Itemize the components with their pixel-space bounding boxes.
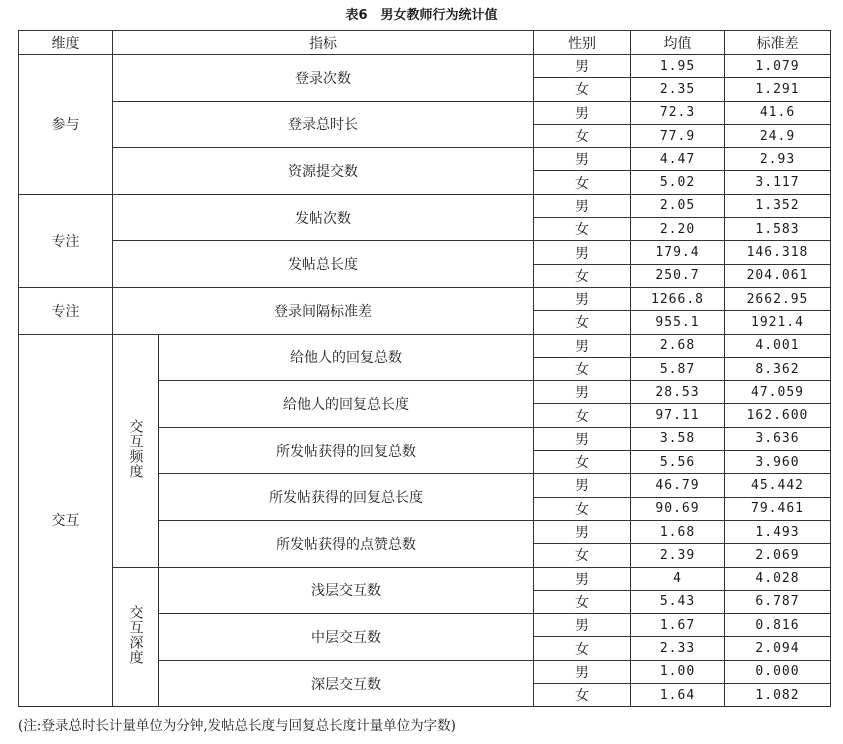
indicator-cell: 所发帖获得的回复总数 <box>159 427 534 474</box>
mean-cell: 2.05 <box>631 194 725 217</box>
indicator-cell: 所发帖获得的点赞总数 <box>159 520 534 567</box>
sd-cell: 2.93 <box>725 148 831 171</box>
sd-cell: 2662.95 <box>725 287 831 310</box>
indicator-cell: 登录总时长 <box>113 101 534 148</box>
gender-cell: 男 <box>534 241 631 264</box>
mean-cell: 250.7 <box>631 264 725 287</box>
mean-cell: 1266.8 <box>631 287 725 310</box>
gender-cell: 男 <box>534 660 631 683</box>
mean-cell: 90.69 <box>631 497 725 520</box>
sub-dimension-label: 交互频度 <box>127 418 144 479</box>
header-dimension: 维度 <box>19 31 113 55</box>
sd-cell: 45.442 <box>725 474 831 497</box>
mean-cell: 72.3 <box>631 101 725 124</box>
sd-cell: 1.291 <box>725 78 831 101</box>
header-mean: 均值 <box>631 31 725 55</box>
gender-cell: 男 <box>534 287 631 310</box>
gender-cell: 女 <box>534 171 631 194</box>
sd-cell: 4.001 <box>725 334 831 357</box>
mean-cell: 77.9 <box>631 124 725 147</box>
gender-cell: 女 <box>534 637 631 660</box>
header-gender: 性别 <box>534 31 631 55</box>
gender-cell: 男 <box>534 427 631 450</box>
gender-cell: 女 <box>534 404 631 427</box>
table-row <box>19 101 831 124</box>
gender-cell: 男 <box>534 567 631 590</box>
mean-cell: 2.20 <box>631 218 725 241</box>
indicator-cell: 深层交互数 <box>159 660 534 707</box>
indicator-cell: 登录间隔标准差 <box>113 287 534 334</box>
mean-cell: 4.47 <box>631 148 725 171</box>
gender-cell: 男 <box>534 381 631 404</box>
dimension-cell: 交互 <box>19 334 113 707</box>
table-row <box>19 334 831 357</box>
table-row <box>19 148 831 171</box>
gender-cell: 男 <box>534 101 631 124</box>
gender-cell: 女 <box>534 451 631 474</box>
sd-cell: 6.787 <box>725 590 831 613</box>
mean-cell: 179.4 <box>631 241 725 264</box>
indicator-cell: 中层交互数 <box>159 614 534 661</box>
indicator-cell: 发帖总长度 <box>113 241 534 288</box>
indicator-cell: 给他人的回复总数 <box>159 334 534 381</box>
sub-dimension-label: 交互深度 <box>127 604 144 665</box>
gender-cell: 女 <box>534 357 631 380</box>
gender-cell: 女 <box>534 544 631 567</box>
gender-cell: 女 <box>534 311 631 334</box>
sd-cell: 1.583 <box>725 218 831 241</box>
indicator-cell: 发帖次数 <box>113 194 534 241</box>
sd-cell: 1.493 <box>725 520 831 543</box>
indicator-cell: 浅层交互数 <box>159 567 534 614</box>
mean-cell: 955.1 <box>631 311 725 334</box>
mean-cell: 1.64 <box>631 684 725 707</box>
gender-cell: 男 <box>534 474 631 497</box>
sd-cell: 8.362 <box>725 357 831 380</box>
mean-cell: 5.87 <box>631 357 725 380</box>
gender-cell: 女 <box>534 590 631 613</box>
sd-cell: 0.000 <box>725 660 831 683</box>
table-title: 表6 男女教师行为统计值 <box>345 8 498 23</box>
mean-cell: 28.53 <box>631 381 725 404</box>
table-note: (注:登录总时长计量单位为分钟,发帖总长度与回复总长度计量单位为字数) <box>18 718 456 734</box>
header-sd: 标准差 <box>725 31 831 55</box>
gender-cell: 男 <box>534 194 631 217</box>
sub-dimension-cell <box>113 334 159 567</box>
gender-cell: 女 <box>534 264 631 287</box>
mean-cell: 5.43 <box>631 590 725 613</box>
gender-cell: 女 <box>534 78 631 101</box>
sd-cell: 162.600 <box>725 404 831 427</box>
gender-cell: 女 <box>534 497 631 520</box>
indicator-cell: 登录次数 <box>113 55 534 102</box>
mean-cell: 2.35 <box>631 78 725 101</box>
gender-cell: 女 <box>534 218 631 241</box>
sd-cell: 1.079 <box>725 55 831 78</box>
gender-cell: 女 <box>534 124 631 147</box>
mean-cell: 1.67 <box>631 614 725 637</box>
sd-cell: 3.636 <box>725 427 831 450</box>
sd-cell: 4.028 <box>725 567 831 590</box>
sd-cell: 1.352 <box>725 194 831 217</box>
dimension-cell: 专注 <box>19 287 113 334</box>
dimension-cell: 专注 <box>19 194 113 287</box>
mean-cell: 2.68 <box>631 334 725 357</box>
mean-cell: 5.56 <box>631 451 725 474</box>
table-row <box>19 287 831 310</box>
header-row <box>19 31 831 55</box>
sub-dimension-cell <box>113 567 159 707</box>
statistics-table <box>18 30 831 707</box>
mean-cell: 1.95 <box>631 55 725 78</box>
table-row <box>19 567 831 590</box>
mean-cell: 5.02 <box>631 171 725 194</box>
sd-cell: 2.094 <box>725 637 831 660</box>
sd-cell: 146.318 <box>725 241 831 264</box>
gender-cell: 男 <box>534 614 631 637</box>
indicator-cell: 所发帖获得的回复总长度 <box>159 474 534 521</box>
gender-cell: 女 <box>534 684 631 707</box>
sd-cell: 2.069 <box>725 544 831 567</box>
mean-cell: 2.39 <box>631 544 725 567</box>
sd-cell: 0.816 <box>725 614 831 637</box>
sd-cell: 79.461 <box>725 497 831 520</box>
gender-cell: 男 <box>534 55 631 78</box>
mean-cell: 4 <box>631 567 725 590</box>
table-row <box>19 194 831 217</box>
indicator-cell: 资源提交数 <box>113 148 534 195</box>
mean-cell: 2.33 <box>631 637 725 660</box>
sd-cell: 3.117 <box>725 171 831 194</box>
mean-cell: 46.79 <box>631 474 725 497</box>
sd-cell: 204.061 <box>725 264 831 287</box>
mean-cell: 1.00 <box>631 660 725 683</box>
sd-cell: 24.9 <box>725 124 831 147</box>
sd-cell: 1.082 <box>725 684 831 707</box>
table-row <box>19 241 831 264</box>
mean-cell: 97.11 <box>631 404 725 427</box>
table-body <box>19 55 831 707</box>
gender-cell: 男 <box>534 520 631 543</box>
table-row <box>19 55 831 78</box>
header-indicator: 指标 <box>113 31 534 55</box>
sd-cell: 1921.4 <box>725 311 831 334</box>
sd-cell: 47.059 <box>725 381 831 404</box>
dimension-cell: 参与 <box>19 55 113 195</box>
sd-cell: 3.960 <box>725 451 831 474</box>
indicator-cell: 给他人的回复总长度 <box>159 381 534 428</box>
sd-cell: 41.6 <box>725 101 831 124</box>
mean-cell: 3.58 <box>631 427 725 450</box>
mean-cell: 1.68 <box>631 520 725 543</box>
gender-cell: 男 <box>534 334 631 357</box>
gender-cell: 男 <box>534 148 631 171</box>
